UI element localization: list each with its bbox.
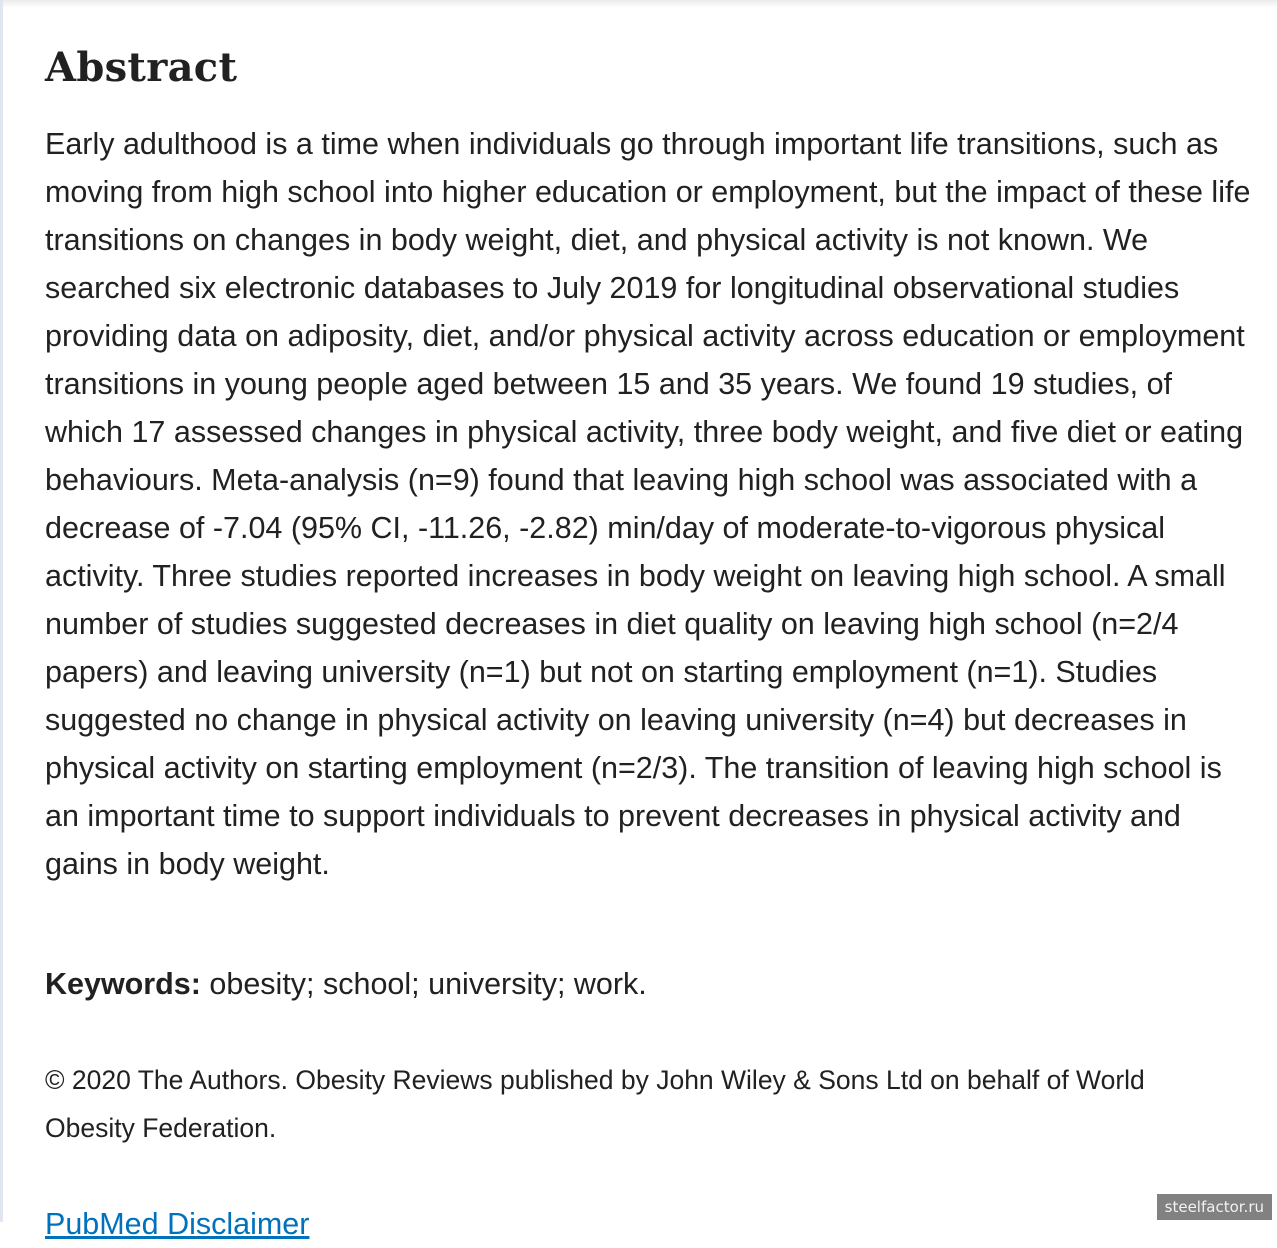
copyright-notice: © 2020 The Authors. Obesity Reviews published by John Wiley & Sons Ltd on behalf of World Obesity Federation. xyxy=(45,1065,1145,1143)
abstract-text: Early adulthood is a time when individuals go through important life transitions, such as moving from high school into higher education or employment, but the impact of these life transitions on changes in body weight, diet, and physical activity is not known. We searched six electronic databases to July 2019 for longitudinal observational studies providing data on adiposity, diet, and/or physical activity across education or employment transitions in young people aged between 15 and 35 years. We found 19 studies, of which 17 assessed changes in physical activity, three body weight, and five diet or eating behaviours. Meta-analysis (n=9) found that leaving high school was associated with a decrease of -7.04 (95% CI, -11.26, -2.82) min/day of moderate-to-vigorous physical activity. Three studies reported increases in body weight on leaving high school. A small number of studies suggested decreases in diet quality on leaving high school (n=2/4 papers) and leaving university (n=1) but not on starting employment (n=1). Studies suggested no change in physical activity on leaving university (n=4) but decreases in physical activity on starting employment (n=2/3). The transition of leaving high school is an important time to support individuals to prevent decreases in physical activity and gains in body weight. xyxy=(45,127,1251,881)
keywords-values: obesity; school; university; work. xyxy=(209,967,647,1001)
keywords xyxy=(45,960,1253,1008)
watermark: steelfactor.ru xyxy=(1157,1194,1272,1220)
top-shadow xyxy=(3,0,1277,8)
abstract-heading: Abstract xyxy=(45,44,238,91)
pubmed-disclaimer-link[interactable]: PubMed Disclaimer xyxy=(45,1207,310,1241)
keywords-label: Keywords: xyxy=(45,967,201,1001)
